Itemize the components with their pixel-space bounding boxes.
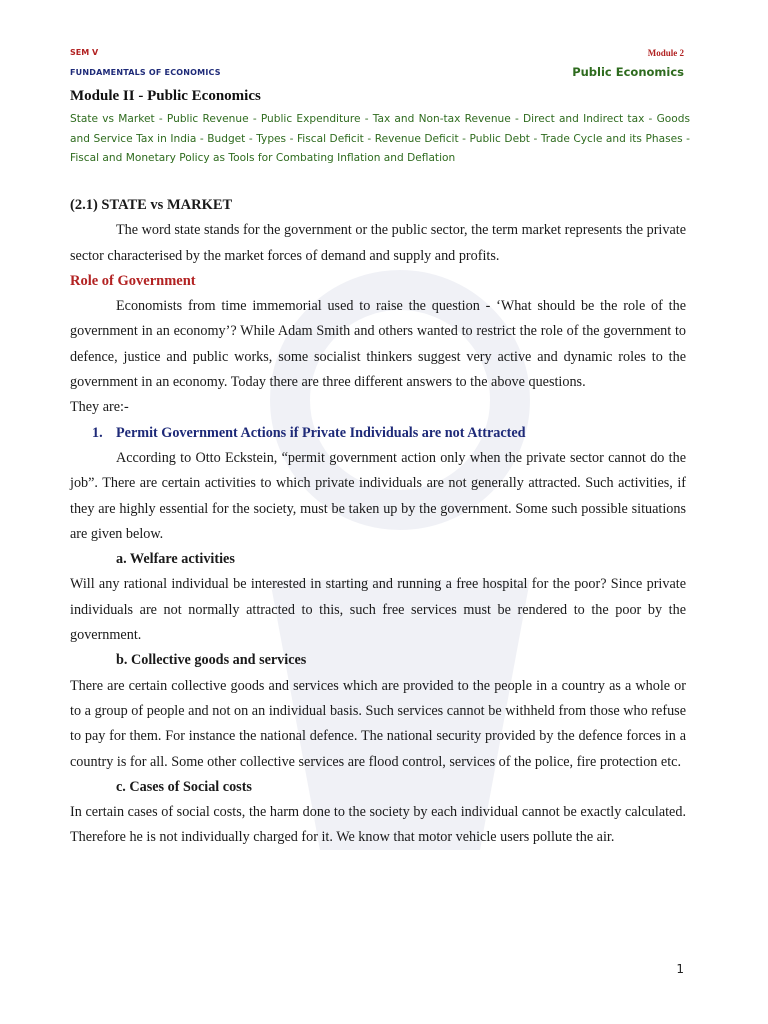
point-1-number: 1. (92, 424, 103, 441)
welfare-heading: a. Welfare activities (116, 551, 235, 568)
section-heading-state-market: (2.1) STATE vs MARKET (70, 197, 233, 213)
role-of-government-heading: Role of Government (70, 272, 196, 289)
module-label: Module 2 (647, 48, 684, 58)
social-costs-paragraph: In certain cases of social costs, the harm done to the society by each individual cannot be exactly calculated. Therefore he is not individually charged for it. We know that motor vehicle users pollute the air. (70, 804, 686, 846)
page-title: Module II - Public Economics (70, 88, 261, 104)
point-1-title: Permit Government Actions if Private Individuals are not Attracted (116, 424, 526, 441)
topics-list: State vs Market - Public Revenue - Public Expenditure - Tax and Non-tax Revenue - Direct and Indirect tax - Goods and Service Tax in India - Budget - Types - Fiscal Deficit - Revenue Deficit - Public Debt - Trade Cycle and its Phases - Fiscal and Monetary Policy as Tools for Combating Inflation and Deflation (70, 113, 690, 164)
welfare-paragraph: Will any rational individual be interested in starting and running a free hospital for the poor? Since private individuals are not normally attracted to this, such free services must be rendered to the poor by the government. (70, 576, 686, 644)
point-1-paragraph: According to Otto Eckstein, “permit government action only when the private sector cannot do the job”. There are certain activities to which private individuals are not generally attracted. Such activities, if they are highly essential for the society, must be taken up by the government. Some such possible situations are given below. (70, 449, 686, 542)
collective-heading: b. Collective goods and services (116, 652, 307, 669)
page-number: 1 (676, 962, 684, 976)
module-name-label: Public Economics (572, 65, 684, 79)
social-costs-heading: c. Cases of Social costs (116, 778, 252, 795)
state-market-paragraph: The word state stands for the government or the public sector, the term market represents the private sector characterised by the market forces of demand and supply and profits. (70, 222, 686, 264)
collective-paragraph: There are certain collective goods and services which are provided to the people in a country as a whole or to a group of people and not on an individual basis. Such services cannot be withheld from those who refuse to pay for them. For instance the national defence. The national security provided by the defence forces in a country is for all. Some other collective services are flood control, services of the police, fire protection etc. (70, 677, 686, 770)
subject-label: FUNDAMENTALS OF ECONOMICS (70, 68, 221, 77)
semester-label: SEM V (70, 48, 99, 57)
point-1-heading (70, 421, 686, 446)
they-are-text: They are:- (70, 399, 129, 416)
document-body (70, 193, 686, 851)
role-of-government-paragraph: Economists from time immemorial used to raise the question - ‘What should be the role of the government in an economy’? While Adam Smith and others wanted to restrict the role of the government to defence, justice and public works, some socialist thinkers suggest very active and dynamic roles to the government in an economy. Today there are three different answers to the above questions. (70, 298, 686, 391)
